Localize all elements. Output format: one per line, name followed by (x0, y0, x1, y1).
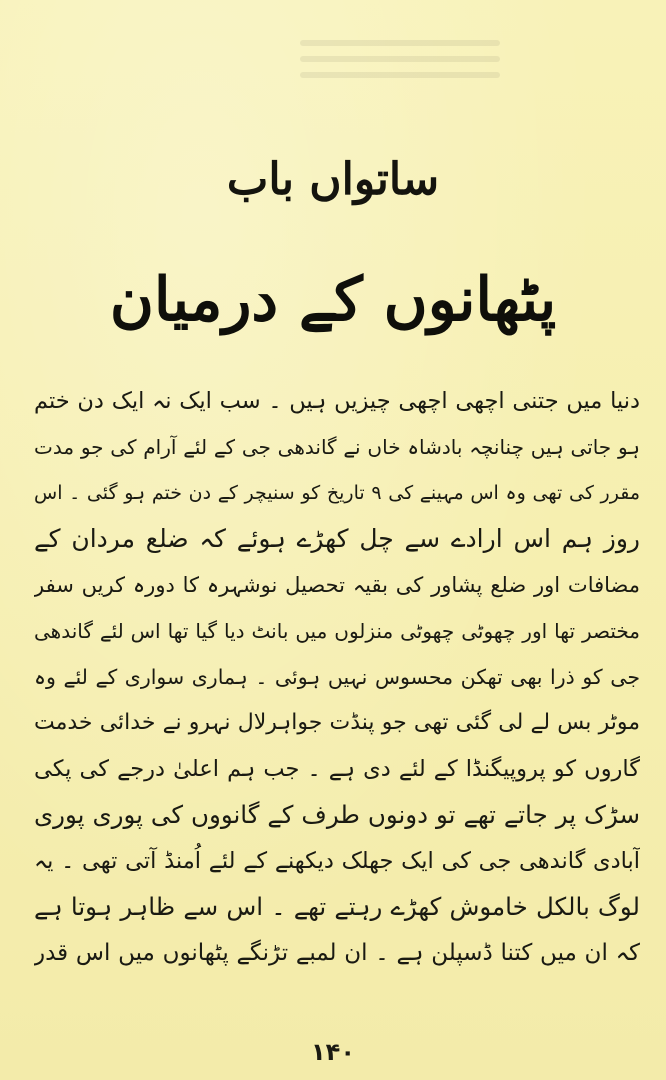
body-line: سڑک پر جاتے تھے تو دونوں طرف کے گانووں کی پوری پوری (34, 800, 640, 829)
body-line: مختصر تھا اور چھوٹی چھوٹی منزلوں میں بانٹ دیا گیا تھا اس لئے گاندھی (34, 619, 640, 643)
page-number: ۱۴۰ (311, 1038, 355, 1066)
chapter-label: ساتواں باب (226, 154, 440, 205)
body-line: جی کو ذرا بھی تھکن محسوس نہیں ہوئی ۔ ہماری سواری کے لئے وہ (34, 665, 640, 689)
chapter-title: پٹھانوں کے درمیان (109, 265, 557, 335)
body-line: لوگ بالکل خاموش کھڑے رہتے تھے ۔ اس سے ظاہر ہوتا ہے (34, 892, 640, 921)
body-line: دنیا میں جتنی اچھی اچھی چیزیں ہیں ۔ سب ایک نہ ایک دن ختم (34, 388, 640, 414)
body-line: موٹر بس لے لی گئی تھی جو پنڈت جواہرلال نہرو نے خدائی خدمت (34, 710, 640, 735)
body-line: مقرر کی تھی وہ اس مہینے کی ۹ تاریخ کو سنیچر کے دن ختم ہو گئی ۔ اس (34, 482, 640, 504)
body-line: گاروں کو پروپیگنڈا کے لئے دی ہے ۔ جب ہم اعلیٰ درجے کی پکی (34, 756, 640, 782)
body-line: روز ہم اس ارادے سے چل کھڑے ہوئے کہ ضلع مردان کے (34, 524, 640, 553)
body-text (34, 378, 640, 976)
show-through-text (300, 30, 500, 90)
body-line: آبادی گاندھی جی کی ایک جھلک دیکھنے کے لئے اُمنڈ آتی تھی ۔ یہ (34, 848, 640, 874)
body-line: مضافات اور ضلع پشاور کی بقیہ تحصیل نوشہرہ کا دورہ کریں سفر (34, 573, 640, 597)
body-line: کہ ان میں کتنا ڈسپلن ہے ۔ ان لمبے تڑنگے پٹھانوں میں اس قدر (34, 940, 640, 966)
body-line: ہو جاتی ہیں چنانچہ بادشاہ خاں نے گاندھی جی کے لئے آرام کی جو مدت (34, 435, 640, 459)
